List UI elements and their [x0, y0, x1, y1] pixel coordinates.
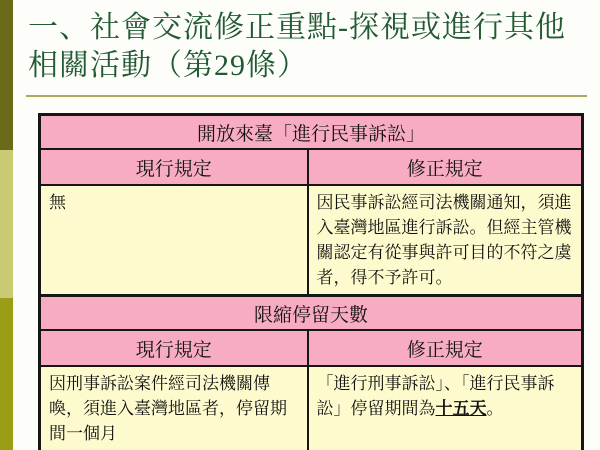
section1-header-row: [40, 115, 583, 150]
section1-content-row: [40, 185, 583, 296]
emphasized-duration: 十五天: [435, 399, 487, 418]
section1-header: 開放來臺「進行民事訴訟」: [40, 115, 583, 150]
revised-text-prefix: 「進行刑事訴訟」、「進行民事訴訟」停留期間為: [316, 374, 555, 418]
section2-current-column-header: 現行規定: [40, 330, 308, 366]
section1-revised-cell: 因民事訴訟經司法機關通知，須進入臺灣地區進行訴訟。但經主管機關認定有從事與許可目的不符之虞者，得不予許可。: [308, 185, 583, 296]
accent-bar-segment-bottom: [0, 298, 13, 450]
section2-column-header-row: [40, 330, 583, 366]
section1-column-header-row: [40, 149, 583, 185]
section2-header: 限縮停留天數: [40, 296, 583, 331]
revised-text-suffix: 。: [486, 399, 504, 418]
accent-bar-segment-top: [0, 0, 13, 150]
title-underline-rule: [26, 95, 587, 97]
section1-current-cell: 無: [40, 185, 308, 296]
left-accent-bar: [0, 0, 13, 450]
accent-bar-segment-middle: [0, 150, 13, 298]
revision-comparison-table: [38, 113, 584, 450]
slide-title: 一、社會交流修正重點-探視或進行其他相關活動（第29條）: [28, 11, 566, 82]
section1-current-column-header: 現行規定: [40, 149, 308, 185]
section2-content-row: [40, 366, 583, 450]
section1-revised-column-header: 修正規定: [308, 149, 583, 185]
section2-header-row: [40, 296, 583, 331]
section2-revised-column-header: 修正規定: [308, 330, 583, 366]
section2-revised-cell: [308, 366, 583, 450]
section2-current-cell: 因刑事訴訟案件經司法機關傳喚，須進入臺灣地區者，停留期間一個月: [40, 366, 308, 450]
